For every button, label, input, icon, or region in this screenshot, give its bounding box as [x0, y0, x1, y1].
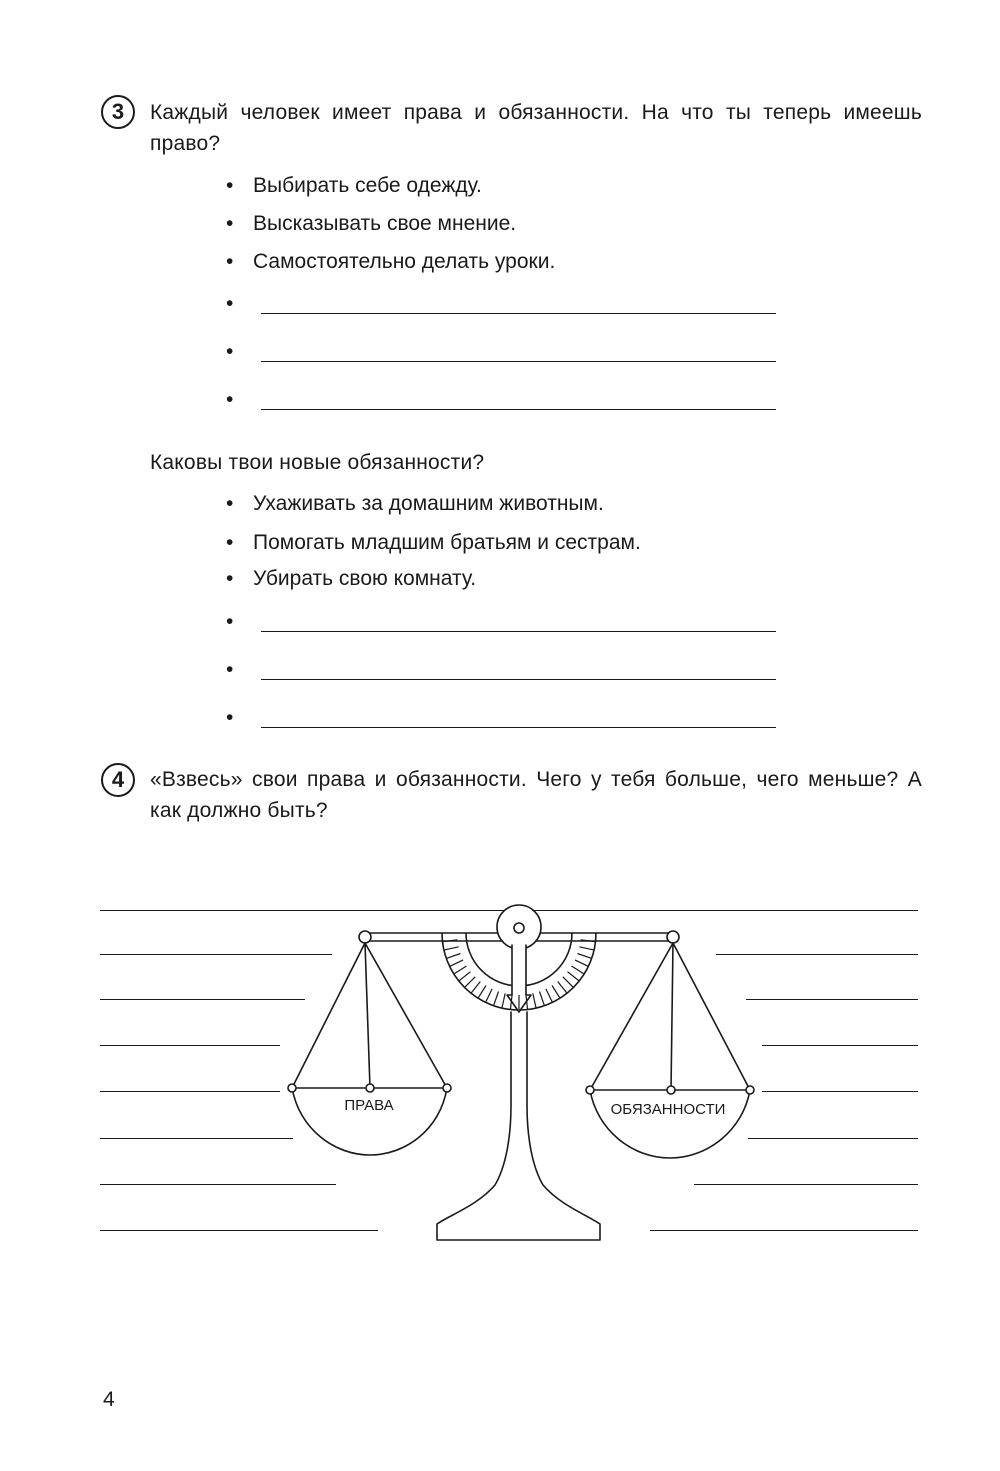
dial-tick: [465, 977, 476, 988]
dial-tick: [568, 972, 580, 981]
duties-question: Каковы твои новые обязанности?: [150, 451, 485, 474]
right-item-2-text: Высказывать свое мнение.: [253, 212, 517, 235]
dial-tick: [578, 954, 592, 959]
dial-tick: [478, 986, 486, 999]
bullet-icon: •: [226, 567, 234, 590]
bullet-icon: •: [226, 174, 234, 197]
dial-tick: [558, 982, 567, 994]
dial-tick: [459, 972, 471, 981]
task-3-question: Каждый человек имеет права и обязанности. На что ты теперь имеешь право?: [150, 101, 922, 155]
bullet-icon: •: [226, 610, 234, 633]
bullet-icon: •: [226, 658, 234, 681]
right-pan-label: ОБЯЗАННОСТИ: [610, 1101, 726, 1118]
dial-tick: [446, 954, 460, 959]
dial-tick: [533, 993, 536, 1008]
left-pan-label: ПРАВА: [344, 1097, 394, 1114]
right-item-1-text: Выбирать себе одежду.: [253, 174, 482, 197]
bullet-icon: •: [226, 492, 234, 515]
task-4-number: 4: [101, 763, 135, 797]
page-number: 4: [103, 1388, 115, 1411]
duty-item-2-text: Помогать младшим братьям и сестрам.: [253, 531, 641, 554]
dial-tick: [471, 982, 480, 994]
task-4-question: «Взвесь» свои права и обязанности. Чего у тебя больше, чего меньше? А как должно быть?: [150, 768, 922, 822]
bullet-icon: •: [226, 250, 234, 273]
bullet-icon: •: [226, 212, 234, 235]
dial-tick: [572, 966, 585, 974]
duty-item-3-text: Убирать свою комнату.: [253, 567, 477, 590]
dial-tick: [502, 993, 505, 1008]
dial-tick: [486, 989, 493, 1003]
duty-item-1-text: Ухаживать за домашним животным.: [253, 492, 604, 515]
right-item-3-text: Самостоятельно делать уроки.: [253, 250, 556, 273]
dial-tick: [563, 977, 574, 988]
bullet-icon: •: [226, 531, 234, 554]
dial-tick: [552, 986, 560, 999]
dial-tick: [579, 947, 594, 950]
dial-tick: [546, 989, 553, 1003]
bullet-icon: •: [226, 292, 234, 315]
bullet-icon: •: [226, 340, 234, 363]
task-3-number: 3: [101, 95, 135, 129]
dial-tick: [444, 947, 459, 950]
dial-tick: [540, 992, 545, 1006]
bullet-icon: •: [226, 706, 234, 729]
dial-tick: [450, 960, 464, 967]
dial-tick: [454, 966, 467, 974]
dial-tick: [494, 992, 499, 1006]
bullet-icon: •: [226, 388, 234, 411]
dial-tick: [575, 960, 589, 967]
